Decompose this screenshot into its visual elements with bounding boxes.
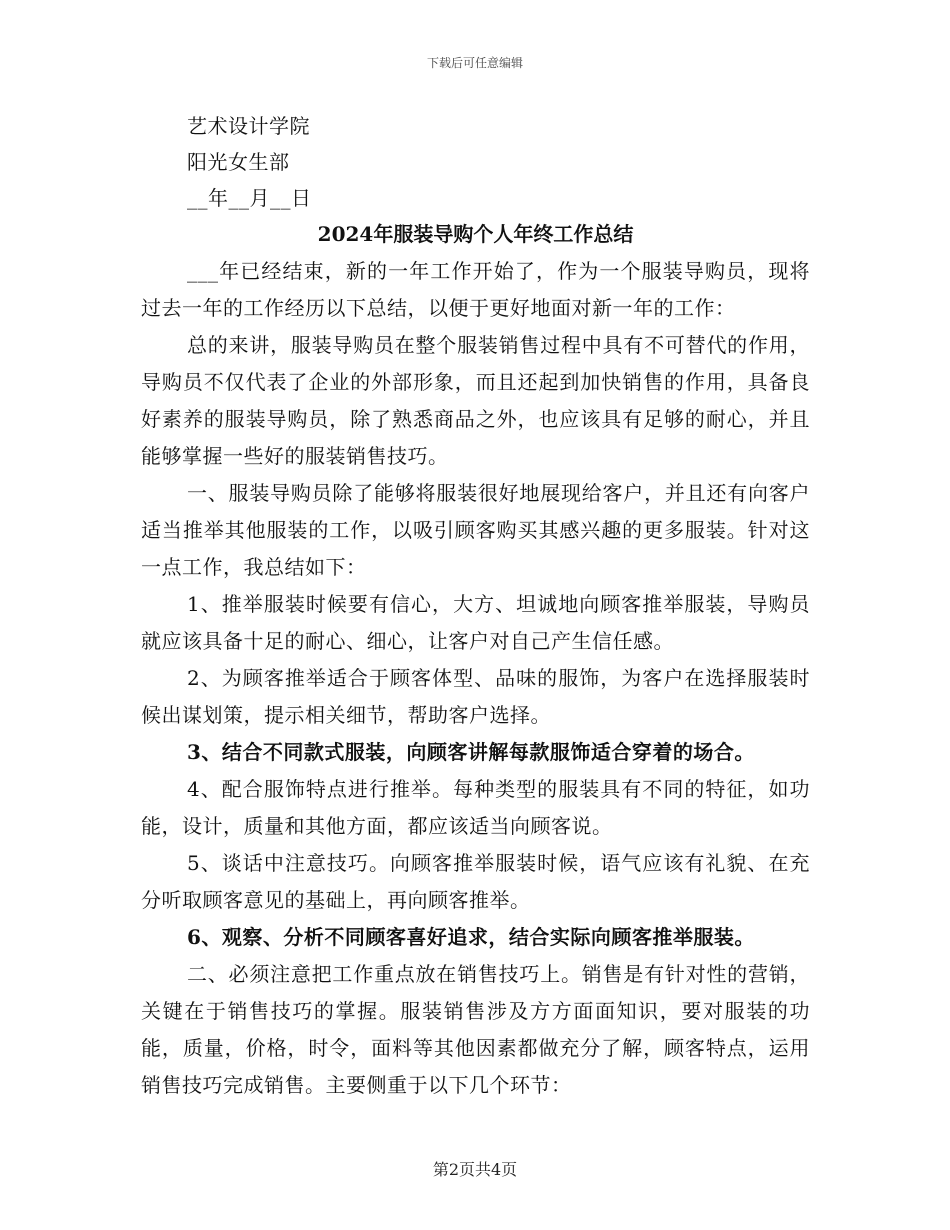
list-item-1: 1、推举服装时候要有信心，大方、坦诚地向顾客推举服装，导购员就应该具备十足的耐心、细心，让客户对自己产生信任感。 [141, 592, 810, 653]
page-header: 下载后可任意编辑 [426, 56, 523, 70]
signature-date: __年__月__日 [187, 186, 312, 210]
document-body [141, 108, 810, 1104]
paragraph-section-one: 一、服装导购员除了能够将服装很好地展现给客户，并且还有向客户适当推举其他服装的工作，以吸引顾客购买其感兴趣的更多服装。针对这一点工作，我总结如下： [141, 481, 810, 579]
paragraph-intro: ___年已经结束，新的一年工作开始了，作为一个服装导购员，现将过去一年的工作经历以下总结，以便于更好地面对新一年的工作： [141, 259, 810, 320]
signature-department: 阳光女生部 [187, 150, 290, 174]
list-item-5: 5、谈话中注意技巧。向顾客推举服装时候，语气应该有礼貌、在充分听取顾客意见的基础上，再向顾客推举。 [141, 851, 810, 912]
document-title: 2024年服装导购个人年终工作总结 [317, 222, 634, 246]
list-item-4: 4、配合服饰特点进行推举。每种类型的服装具有不同的特征，如功能，设计，质量和其他方面，都应该适当向顾客说。 [141, 777, 810, 838]
paragraph-section-two: 二、必须注意把工作重点放在销售技巧上。销售是有针对性的营销，关键在于销售技巧的掌握。服装销售涉及方方面面知识，要对服装的功能，质量，价格，时令，面料等其他因素都做充分了解，顾客特点，运用销售技巧完成销售。主要侧重于以下几个环节： [141, 962, 810, 1097]
signature-organization: 艺术设计学院 [187, 114, 310, 138]
page-number-footer: 第2页共4页 [432, 1160, 518, 1179]
list-item-3: 3、结合不同款式服装，向顾客讲解每款服饰适合穿着的场合。 [187, 740, 755, 764]
list-item-2: 2、为顾客推举适合于顾客体型、品味的服饰，为客户在选择服装时候出谋划策，提示相关细节，帮助客户选择。 [141, 666, 810, 727]
paragraph-overview: 总的来讲，服装导购员在整个服装销售过程中具有不可替代的作用，导购员不仅代表了企业的外部形象，而且还起到加快销售的作用，具备良好素养的服装导购员，除了熟悉商品之外，也应该具有足够的耐心，并且能够掌握一些好的服装销售技巧。 [141, 333, 810, 468]
list-item-6: 6、观察、分析不同顾客喜好追求，结合实际向顾客推举服装。 [187, 925, 755, 949]
signature-block [141, 108, 810, 216]
